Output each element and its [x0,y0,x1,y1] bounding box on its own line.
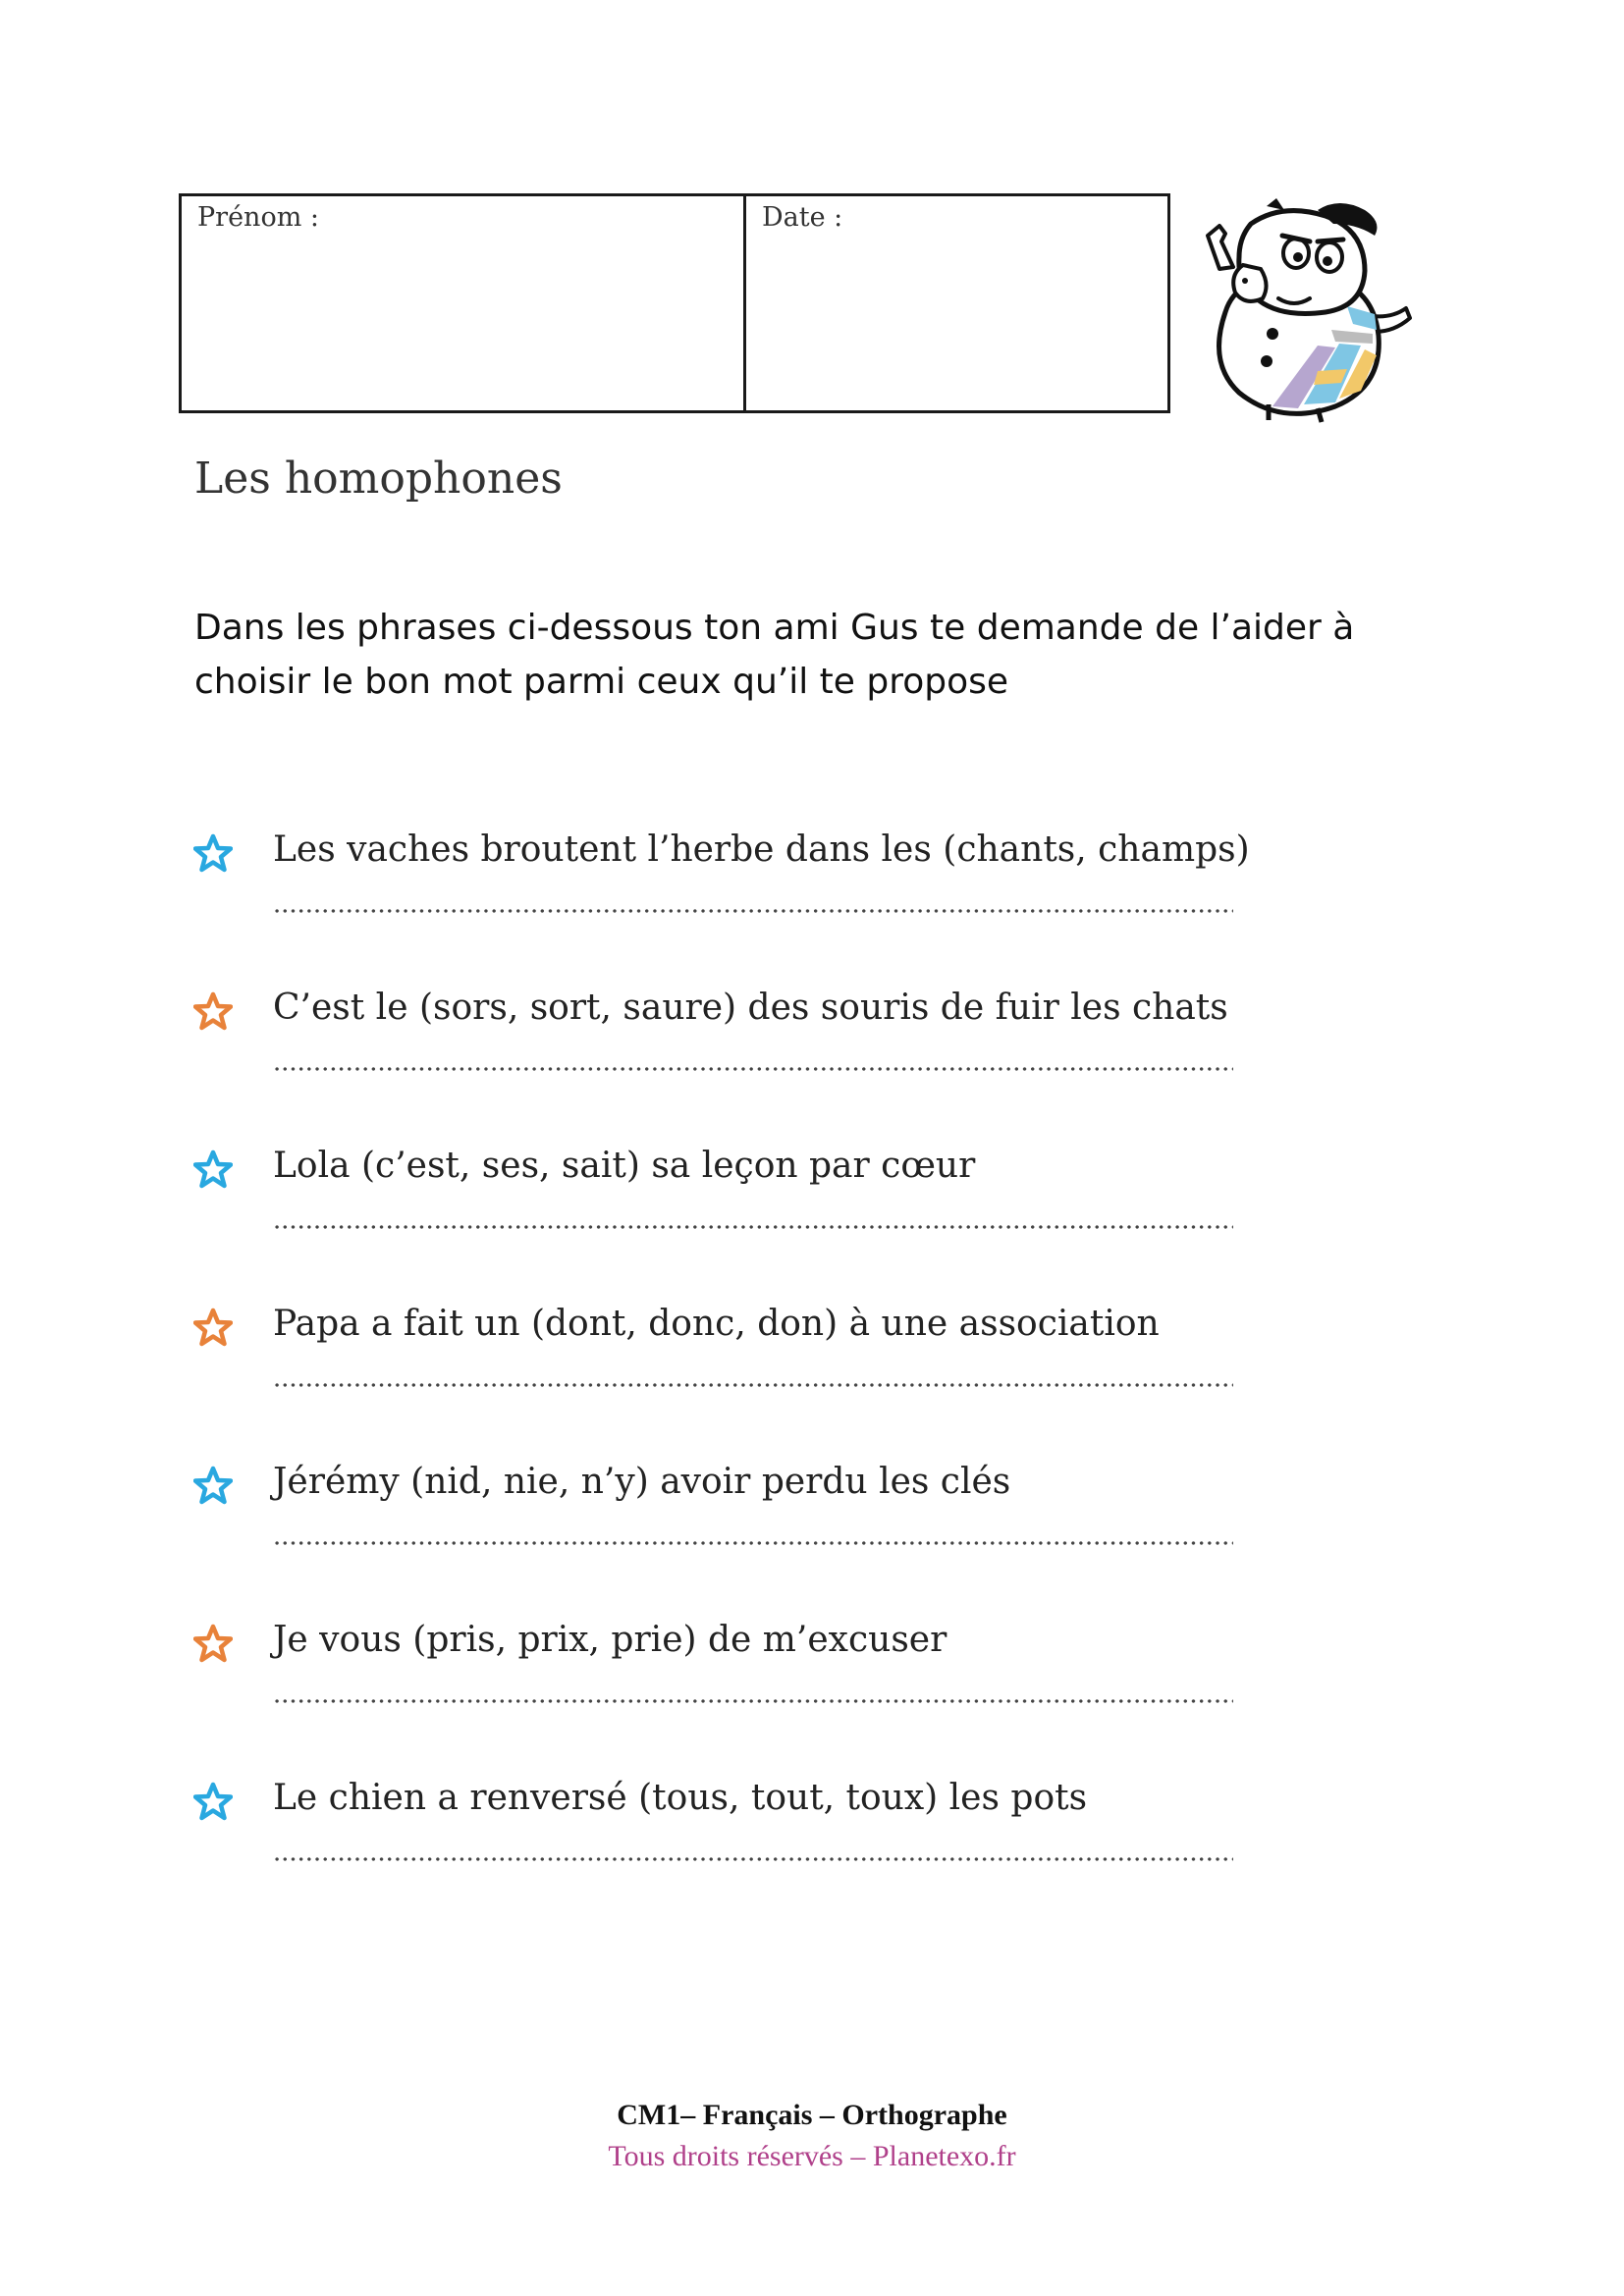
star-outline-icon [193,991,233,1031]
exercise-item-4 [0,1297,1624,1455]
date-field[interactable] [746,196,1167,410]
answer-line[interactable] [273,1541,1233,1545]
answer-line[interactable] [273,1699,1233,1703]
page-title: Les homophones [194,454,563,504]
exercise-sentence: Le chien a renversé (tous, tout, toux) les pots [273,1778,1088,1818]
star-outline-icon [193,1149,233,1189]
answer-line[interactable] [273,1225,1233,1229]
exercise-item-7 [0,1771,1624,1929]
gus-mascot-icon [1200,196,1416,424]
answer-line[interactable] [273,1857,1233,1861]
star-outline-icon [193,1782,233,1821]
answer-line[interactable] [273,1067,1233,1071]
exercise-item-1 [0,823,1624,981]
exercise-item-3 [0,1139,1624,1297]
student-info-box [179,193,1170,413]
star-outline-icon [193,1624,233,1663]
answer-line[interactable] [273,1383,1233,1387]
exercise-item-6 [0,1613,1624,1771]
star-outline-icon [193,833,233,873]
exercise-sentence: Les vaches broutent l’herbe dans les (chants, champs) [273,829,1250,870]
prenom-field[interactable] [182,196,746,410]
exercise-sentence: Je vous (pris, prix, prie) de m’excuser [273,1620,947,1660]
star-outline-icon [193,1308,233,1347]
exercise-sentence: Lola (c’est, ses, sait) sa leçon par cœur [273,1146,976,1186]
date-label: Date : [762,202,843,233]
answer-line[interactable] [273,909,1233,913]
exercise-sentence: Jérémy (nid, nie, n’y) avoir perdu les clés [273,1462,1011,1502]
exercise-item-2 [0,981,1624,1139]
exercise-sentence: Papa a fait un (dont, donc, don) à une association [273,1304,1160,1344]
exercise-instruction: Dans les phrases ci-dessous ton ami Gus te demande de l’aider à choisir le bon mot parmi ceux qu’il te propose [194,608,1355,702]
footer-subject: CM1– Français – Orthographe [617,2099,1007,2131]
footer-copyright: Tous droits réservés – Planetexo.fr [608,2140,1016,2172]
exercise-item-5 [0,1455,1624,1613]
prenom-label: Prénom : [197,202,319,233]
exercise-sentence: C’est le (sors, sort, saure) des souris de fuir les chats [273,988,1228,1028]
star-outline-icon [193,1466,233,1505]
